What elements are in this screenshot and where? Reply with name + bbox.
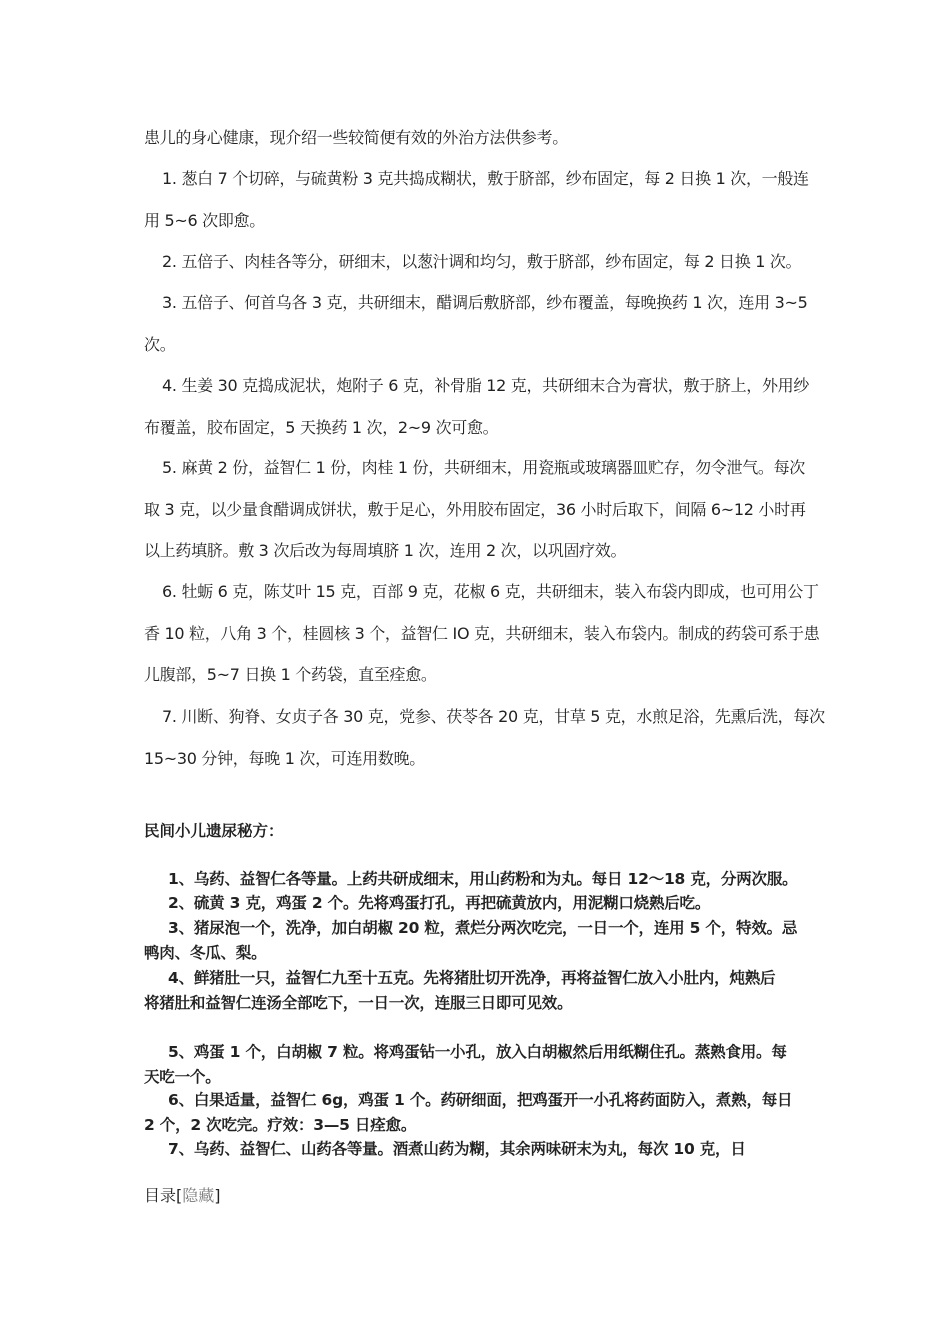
method-7 <box>144 696 825 779</box>
method-6-line-2: 香 10 粒，八角 3 个，桂圆核 3 个，益智仁 IO 克，共研细末，装入布袋内。制成的药袋可系于患 <box>144 623 820 643</box>
recipe-2-line-1: 2、硫黄 3 克，鸡蛋 2 个。先将鸡蛋打孔，再把硫黄放内，用泥糊口烧熟后吃。 <box>168 894 711 912</box>
recipe-1 <box>144 867 810 892</box>
method-4-line-1: 4. 生姜 30 克捣成泥状，炮附子 6 克，补骨脂 12 克，共研细末合为膏状，敷于脐上，外用纱 <box>162 376 810 395</box>
toc-bracket-open: [ <box>176 1186 183 1205</box>
section-heading: 民间小儿遗尿秘方： <box>144 822 284 840</box>
method-5-line-1: 5. 麻黄 2 份，益智仁 1 份，肉桂 1 份，共研细末，用瓷瓶或玻璃器皿贮存，勿令泄气。每次 <box>162 458 806 477</box>
recipe-5-line-2: 天吃一个。 <box>144 1067 221 1086</box>
recipe-2 <box>144 891 810 916</box>
method-4-line-2: 布覆盖，胶布固定，5 天换药 1 次，2~9 次可愈。 <box>144 417 499 437</box>
method-6-line-3: 儿腹部，5~7 日换 1 个药袋，直至痊愈。 <box>144 665 437 685</box>
recipe-5-line-1: 5、鸡蛋 1 个，白胡椒 7 粒。将鸡蛋钻一小孔，放入白胡椒然后用纸糊住孔。蒸熟食用。每 <box>168 1043 787 1061</box>
method-5 <box>144 447 810 572</box>
recipe-3 <box>144 916 810 965</box>
method-1-line-1: 1. 葱白 7 个切碎，与硫黄粉 3 克共捣成糊状，敷于脐部，纱布固定，每 2 日换 1 次，一般连 <box>162 169 809 188</box>
recipe-6-line-1: 6、白果适量，益智仁 6g，鸡蛋 1 个。药研细面，把鸡蛋开一小孔将药面防入，煮熟，每日 <box>168 1091 793 1109</box>
intro-line: 患儿的身心健康，现介绍一些较简便有效的外治方法供参考。 <box>144 128 568 147</box>
method-1-line-2: 用 5~6 次即愈。 <box>144 210 265 230</box>
method-7-line-1: 7. 川断、狗脊、女贞子各 30 克，党参、茯苓各 20 克，甘草 5 克，水煎足浴，先熏后洗，每次 <box>162 707 825 726</box>
intro-paragraph <box>144 117 810 159</box>
toc-label: 目录 <box>144 1186 177 1205</box>
recipe-5 <box>144 1040 810 1089</box>
method-7-line-2: 15~30 分钟，每晚 1 次，可连用数晚。 <box>144 748 425 768</box>
method-2 <box>144 241 810 283</box>
recipe-3-line-2: 鸭肉、冬瓜、梨。 <box>144 943 267 962</box>
table-of-contents <box>144 1185 221 1207</box>
recipe-4-line-2: 将猪肚和益智仁连汤全部吃下，一日一次，连服三日即可见效。 <box>144 993 573 1012</box>
method-6-line-1: 6. 牡蛎 6 克，陈艾叶 15 克，百部 9 克，花椒 6 克，共研细末，装入布袋内即成，也可用公丁 <box>162 582 819 601</box>
recipe-1-line-1: 1、乌药、益智仁各等量。上药共研成细末，用山药粉和为丸。每日 12～18 克，分两次服。 <box>168 870 798 888</box>
toc-bracket-close: ] <box>214 1186 221 1205</box>
recipe-6-line-2: 2 个，2 次吃完。疗效：3—5 日痊愈。 <box>144 1115 417 1134</box>
method-3-line-2: 次。 <box>144 334 176 354</box>
recipe-4 <box>144 966 810 1015</box>
method-5-line-3: 以上药填脐。敷 3 次后改为每周填脐 1 次，连用 2 次，以巩固疗效。 <box>144 541 627 561</box>
toc-hide-link[interactable]: 隐藏 <box>182 1186 215 1205</box>
recipe-4-line-1: 4、鲜猪肚一只，益智仁九至十五克。先将猪肚切开洗净，再将益智仁放入小肚内，炖熟后 <box>168 969 776 987</box>
recipe-3-line-1: 3、猪尿泡一个，洗净，加白胡椒 20 粒，煮烂分两次吃完，一日一个，连用 5 个，特效。忌 <box>168 919 798 937</box>
method-4 <box>144 365 810 448</box>
method-2-line-1: 2. 五倍子、肉桂各等分，研细末，以葱汁调和均匀，敷于脐部，纱布固定，每 2 日换 1 次。 <box>162 252 802 271</box>
method-3 <box>144 282 810 365</box>
recipe-7 <box>144 1137 810 1162</box>
method-6 <box>144 571 820 696</box>
method-3-line-1: 3. 五倍子、何首乌各 3 克，共研细末，醋调后敷脐部，纱布覆盖，每晚换药 1 次，连用 3~5 <box>162 293 808 312</box>
recipe-6 <box>144 1088 810 1137</box>
method-1 <box>144 158 810 241</box>
recipe-7-line-1: 7、乌药、益智仁、山药各等量。酒煮山药为糊，其余两味研末为丸，每次 10 克，日 <box>168 1140 746 1158</box>
method-5-line-2: 取 3 克，以少量食醋调成饼状，敷于足心，外用胶布固定，36 小时后取下，间隔 6~12 小时再 <box>144 499 806 519</box>
